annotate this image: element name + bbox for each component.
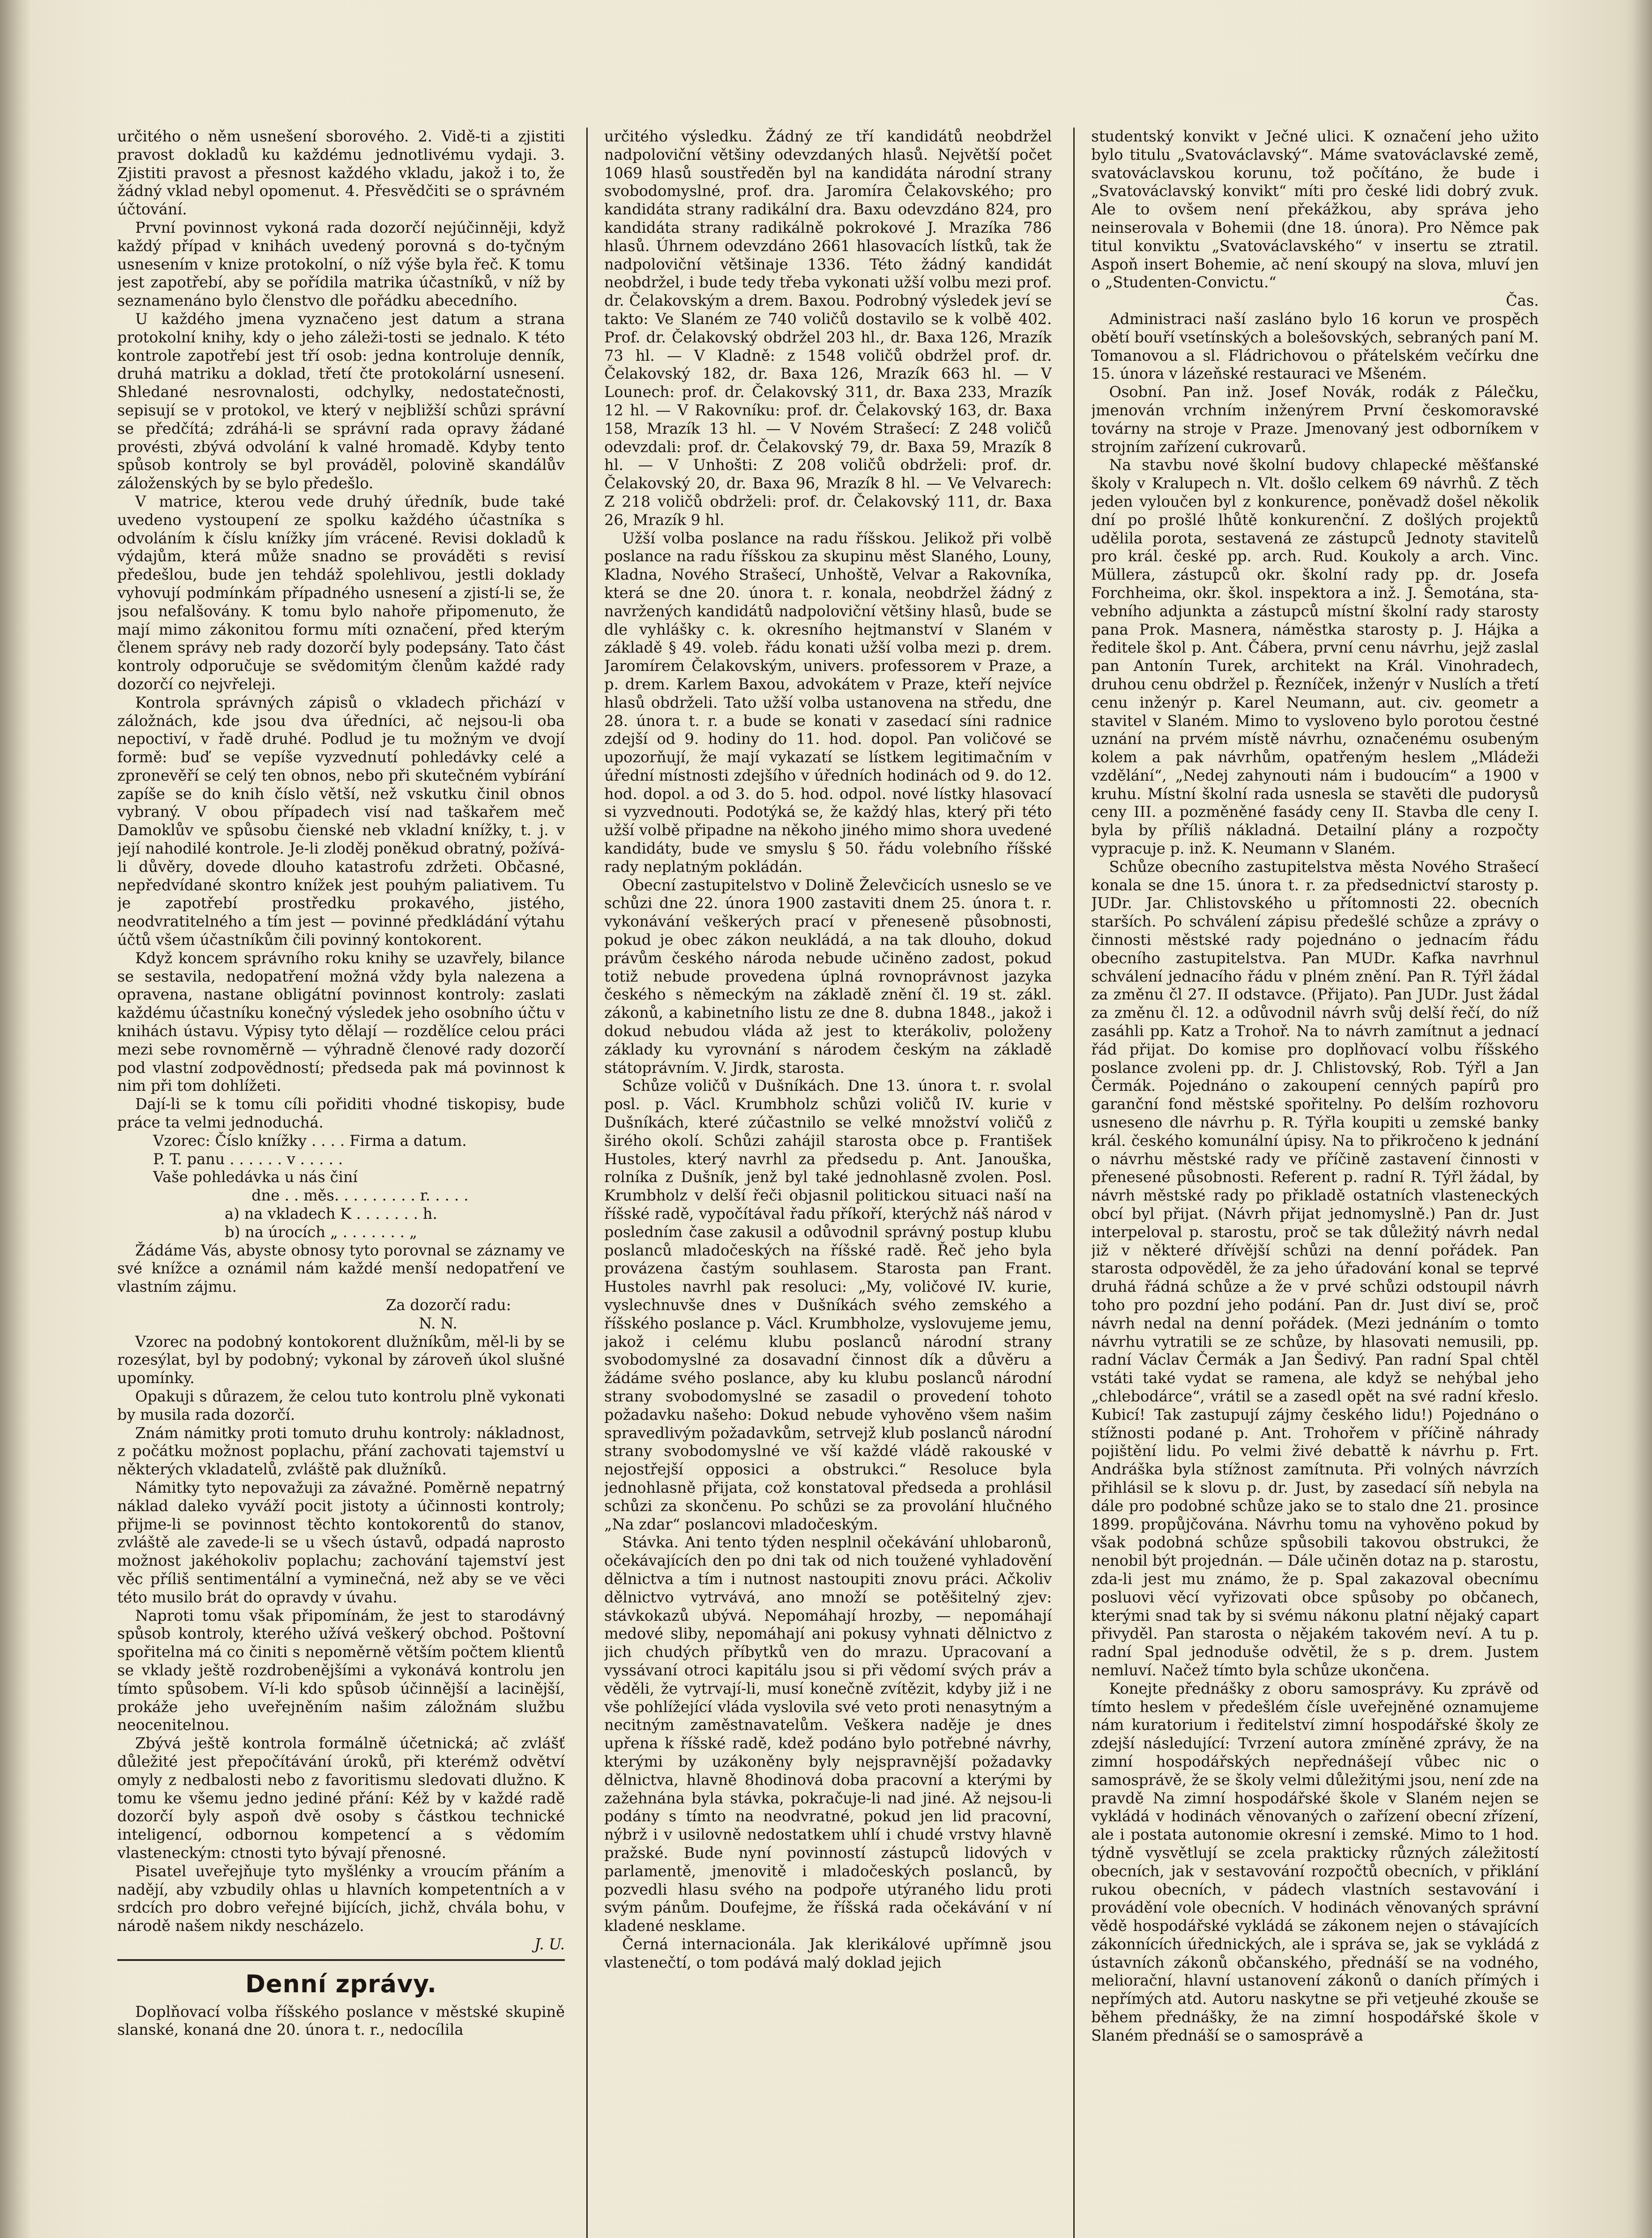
article-paragraph: V matrice, kterou vede druhý úředník, bude také uvedeno vystoupení ze spolku každého účastníka s odvoláním k číslu knížky jím vrácené. Revisi dokladů k výdajům, která může snadno se prováděti s revisí předešlou, bude jen tehdáž spolehlivou, jestli doklady vyhovují podmínkám případného usnesení a zjistí-li se, že jsou nefalšovány. K tomu bylo nahoře připomenuto, že mají mimo zákonitou formu míti označení, před kterým členem správy neb rady dozorčí byly podepsány. Tato část kontroly odporučuje se svědomitým členům každé rady dozorčí co nejvřeleji. [117,492,565,693]
article-paragraph: Užší volba poslance na radu říšskou. Jelikož při volbě poslance na radu říšskou za skupinu měst Slaného, Louny, Kladna, Nového Strašecí, Unhoště, Velvar a Rakovníka, která se dne 20. února t. r. konala, neobdržel žádný z navržených kandidátů nadpoloviční většiny hlasů, bude se dle vyhlášky c. k. okresního hejtmanství v Slaném v základě § 49. voleb. řádu konati užší volba mezi p. drem. Jaromírem Čelakovským, univers. professorem v Praze, a p. drem. Karlem Baxou, advokátem v Praze, kteří nejvíce hlasů obdrželi. Tato užší volba ustanovena na středu, dne 28. února t. r. a bude se konati v zasedací síni radnice zdejší od 9. hodiny do 11. hod. dopol. Pan voličové se upozorňují, že mají vykazatí se lístkem legitimačním v úřední místnosti zdejšího v úředních hodinách od 9. do 12. hod. dopol. a od 3. do 5. hod. odpol. nové lístky hlasovací si vyzvednouti. Podotýká se, že každý hlas, který při této užší volbě připadne na někoho jiného mimo shora uvedené kandidáty, bude ve smyslu § 50. řádu volebního říšské rady neplatným pokládán. [604,529,1052,876]
article-paragraph: Zbývá ještě kontrola formálně účetnická; ač zvlášť důležité jest přepočítávání úroků, při kterémž odvětví omyly z nedbalosti nebo z favoritismu sledovati dlužno. K tomu ke všemu jedno jediné přání: Kéž by v každé radě dozorčí byly aspoň dvě osoby s částkou technické inteligencí, odbornou kompetencí a s vědomím vlasteneckým: ctnosti tyto bývají přenosné. [117,1734,565,1862]
form-signature: N. N. [418,1314,457,1332]
form-signature: Za dozorčí radu: [386,1296,511,1314]
article-paragraph: Administraci naší zasláno bylo 16 korun ve prospěch obětí bouří vsetínských a bolešovských, sebraných paní M. Tomanovou a sl. Fládrichovou o přátelském večírku dne 15. února v lázeňské restauraci ve Mšeném. [1091,310,1539,383]
article-paragraph: studentský konvikt v Ječné ulici. K označení jeho užito bylo titulu „Svatováclavský“. Máme svatováclavské země, svatováclavskou korunu, tož počítáno, že bude i „Svatováclavský konvikt“ míti pro české lidi dobrý zvuk. Ale to ovšem není překážkou, aby správa jeho neinserovala v Bohemii (dne 18. února). Pro Němce pak titul konviktu „Svatováclavského“ v insertu se ztratil. Aspoň insert Bohemie, ač není skoupý na slova, mluví jen o „Studenten-Convictu.“ [1091,128,1539,291]
article-paragraph: Kontrola správných zápisů o vkladech přichází v záložnách, kde jsou dva úředníci, ač nejsou-li oba nepoctiví, v řadě druhé. Podlud je tu možným ve dvojí formě: buď se vepíše vyzvednutí pohledávky celé a zpronevěří se celý ten obnos, nebo při skutečném vybírání zapíše se do knih číslo větší, než vskutku činil obnos vybraný. V obou případech visí nad taškařem meč Damoklův ve spůsobu čienské neb vkladní knížky, t. j. v její nahodilé kontrole. Je-li zloděj poněkud obratný, požívá-li důvěry, dovede dlouho katastrofu zdržeti. Občasné, nepředvídané skontro knížek jest pouhým paliativem. Tu je zapotřebí prostředku prokavého, jistého, neodvratitelného a tím jest — povinné předkládání výtahu účtů všem účastníkům čili povinný kontokorent. [117,693,565,949]
article-paragraph: Schůze voličů v Dušníkách. Dne 13. února t. r. svolal posl. p. Václ. Krumbholz schůzi voličů IV. kurie v Dušníkách, které zúčastnilo se velké množství voličů z širého okolí. Schůzi zahájil starosta obce p. František Hustoles, který navrhl za předsedu p. Ant. Janouška, rolníka z Dušník, jenž byl také jednohlasně zvolen. Posl. Krumbholz v delší řeči objasnil politickou situaci naší na říšské radě, vypočítával řadu příkoří, kterýchž náš národ v posledním čase zakusil a odůvodnil správný postup klubu poslanců mladočeských na říšské radě. Řeč jeho byla provázena častým souhlasem. Starosta pan Frant. Hustoles navrhl pak resoluci: „My, voličové IV. kurie, vyslechnuvše dnes v Dušníkách svého zemského a říšského poslance p. Václ. Krumbholze, vyslovujeme jemu, jakož i celému klubu poslanců národní strany svobodomyslné za dosavadní činnost dík a důvěru a žádáme svého poslance, aby ku klubu poslanců národní strany svobodomyslné se zasadil o provedení tohoto požadavku našeho: Dokud nebude vyhověno všem našim spravedlivým požadavkům, setrvejž klub poslanců národní strany svobodomyslné ve vší každé vládě rakouské v nejostřejší opposici a obstrukci.“ Resoluce byla jednohlasně přijata, což konstatoval předseda a prohlásil schůzi za skončenu. Po schůzi se za provolání hlučného „Na zdar“ poslancovi mladočeským. [604,1077,1052,1533]
article-paragraph: Žádáme Vás, abyste obnosy tyto porovnal se záznamy ve své knížce a oznámil nám každé menší nedopatření ve vlastním zájmu. [117,1241,565,1296]
article-paragraph: určitého o něm usnešení sborového. 2. Vidě-ti a zjistiti pravost dokladů ku každému jednotlivému vydaji. 3. Zjistiti pravost a přesnost každého vkladu, jakož i to, že žádný vklad nebyl opomenut. 4. Přesvědčiti se o správném účtování. [117,128,565,218]
column-divider [586,128,588,2238]
form-template-line: b) na úrocích „ . . . . . . . „ [225,1223,418,1241]
author-signature: J. U. [534,1935,565,1953]
article-paragraph: Dají-li se k tomu cíli pořiditi vhodné tiskopisy, bude práce ta velmi jednoduchá. [117,1095,565,1132]
article-paragraph: Doplňovací volba říšského poslance v městské skupině slanské, konaná dne 20. února t. r., nedocílila [117,2003,565,2039]
article-paragraph: Stávka. Ani tento týden nesplnil očekávání uhlobaronů, očekávajících den po dni tak od nich toužené vyhladovění dělnictva a tím i nutnost nastoupiti znovu práci. Ačkoliv dělnictvo vytrvává, ano množí se potěšitelný zjev: stávkokazů ubývá. Nepomáhají hrozby, — nepomáhají medové sliby, nepomáhají ani pokusy vyhnati dělnictvo z jich chudých příbytků ven do mrazu. Upracovaní a vyssávaní otroci kapitálu jsou si při vědomí svých práv a věděli, že vytrvají-li, musí konečně zvítězit, kdyby již i ne vše pohlížející vláda vyslovila své veto proti nenasytným a necitným zaměstnavatelům. Veškera naděje je dnes upřena k říšské radě, kdež podáno bylo potřebné návrhy, kterými by uzákoněny byly nejspravnější požadavky dělnictva, hlavně 8hodinová doba pracovní a kterými by zažehnána byla stávka, pokračuje-li nad jiné. Až nejsou-li podány s tímto na neodvratné, pokud jen lid pracovní, nýbrž i v usilovně nedostatkem uhlí i chudé vrstvy hlavně pražské. Bude nyní povinností zástupců lidových v parlamentě, jmenovitě i mladočeských poslanců, by pozvedli hlasu svého na podpoře utýraného lidu proti svým pánům. Doufejme, že říšská rada očekávání v ní kladené nesklame. [604,1533,1052,1935]
article-paragraph: Černá internacionála. Jak klerikálové upřímně jsou vlastenečtí, o tom podává malý doklad jejich [604,1935,1052,1971]
form-template-line: a) na vkladech K . . . . . . . h. [225,1205,438,1223]
article-paragraph: Osobní. Pan inž. Josef Novák, rodák z Pálečku, jmenován vrchním inženýrem První českomoravské továrny na stroje v Praze. Jmenovaný jest odborníkem v strojním zařízení cukrovarů. [1091,383,1539,456]
form-template-line: P. T. panu . . . . . . v . . . . . [153,1150,343,1168]
article-paragraph: Konejte přednášky z oboru samosprávy. Ku zprávě od tímto heslem v předešlém čísle uveřejněné oznamujeme nám kuratorium i ředitelství zimní hospodářské školy ze zdejší následující: Tvrzení autora zmíněné zprávy, že na zimní hospodářských nepřednášejí vůbec nic o samosprávě, že se školy velmi důležitými jsou, není zde na pravdě Na zimní hospodářské škole v Slaném nejen se vykládá v hodinách věnovaných o zařízení obecní zřízení, ale i postata autonomie okresní i zemské. Mimo to 1 hod. týdně vysvětlují se zcela prakticky různých záležitostí obecních, jak v sestavování rozpočtů obecních, v přiklání rukou obecních, v pádech vlastních sestavování i provádění vole obecních. V hodinách věnovaných správní vědě hospodářské vykládá se zákonem nejen o stávajících zákonnících úřednických, ale i správa se, jak se vykládá z ústavních zákonů občanského, přednáší se na vodného, meliorační, hlavní ustanovení zákonů o daních přímých i nepřímých atd. Autoru naskytne se při vetjeuhé zkouše se během přednášky, že na zimní hospodářské škole v Slaném přednáší se o samosprávě a [1091,1679,1539,2044]
article-paragraph: Znám námitky proti tomuto druhu kontroly: nákladnost, z počátku možnost poplachu, přání zachovati tajemství u některých vkladatelů, zvláště pak dlužníků. [117,1424,565,1478]
page-right-edge [1625,0,1652,2238]
article-paragraph: U každého jmena vyznačeno jest datum a strana protokolní knihy, kdy o jeho záleži-tosti se jednalo. K této kontrole zapotřebí jest tří osob: jedna kontroluje denník, druhá matriku a doklad, třetí čte protokolární usnesení. Shledané nesrovnalosti, odchylky, nedostatečnosti, sepisují se v protokol, ve který v nejbližší schůzi správní se předčítá; zdráhá-li se správní rada opravy žádané provésti, zbývá odvolání k valné hromadě. Kdyby tento spůsob kontroly se byl prováděl, polovině skandálův záloženských by se bylo předešlo. [117,310,565,492]
section-rule [117,1959,565,1961]
article-paragraph: Pisatel uveřejňuje tyto myšlénky a vroucím přáním a nadějí, aby vzbudily ohlas u hlavních kompetentních a v srdcích pro dobro veřejné bijících, jichž, chvála bohu, v národě našem nikdy nescházelo. [117,1862,565,1935]
form-template-line: Vzorec: Číslo knížky . . . . Firma a datum. [153,1132,467,1149]
article-paragraph: Naproti tomu však připomínám, že jest to starodávný spůsob kontroly, kterého užívá veškerý obchod. Poštovní spořitelna má co činiti s nepoměrně větším počtem klientů se vklady ještě rozdrobenějšími a vykonává kontrolu jen tímto spůsobem. Ví-li kdo spůsob účinnější a lacinější, prokáže jeho uveřejněním našim záložnám službu neocenitelnou. [117,1606,565,1734]
column-3 [1091,128,1539,2238]
form-template-line: Vaše pohledávka u nás činí [153,1168,358,1186]
column-1 [117,128,565,2238]
source-signature: Čas. [1506,292,1539,310]
column-divider [1073,128,1075,2238]
article-paragraph: Schůze obecního zastupitelstva města Nového Strašecí konala se dne 15. února t. r. za předsednictví starosty p. JUDr. Jar. Chlistovského u přítomnosti 22. obecních starších. Po schválení zápisu předešlé schůze a zprávy o činnosti městské rady pojednáno o jednacím řádu obecního zastupitelstva. Pan MUDr. Kafka navrhnul schválení jednacího řádu v plném znění. Pan R. Týřl žádal za změnu čl 27. II odstavce. (Přijato). Pan JUDr. Just žádal za změnu čl. 12. a odůvodnil návrh svůj delší řečí, do níž zasáhli pp. Katz a Trohoř. Na to návrh zamítnut a jednací řád přijat. Do komise pro doplňovací volbu říšského poslance zvoleni pp. dr. J. Chlistovský, Rob. Týřl a Jan Čermák. Pojednáno o zakoupení cenných papírů pro garanční fond městské spořitelny. Po delším rozhovoru usneseno dle návrhu p. R. Týřla koupiti u zemské banky král. českého komunální úpisy. Na to přikročeno k jednání o návrhu městské rady ve příčině zastavení činnosti v přenesené působnosti. Referent p. radní R. Týřl žádal, by návrh městské rady po přikladě ostatních vlasteneckých obcí byl přijat. (Návrh přijat jednomyslně.) Pan dr. Just interpeloval p. starostu, proč se tak důležitý návrh nedal již v některé dřívější schůzi na denní pořádek. Pan starosta odpověděl, že za jeho úřadování konal se teprvé druhá řádná schůze a že v prvé schůzi odstoupil návrh toho pro pozdní jeho podání. Pan dr. Just diví se, proč návrh nedal na denní pořádek. (Mezi jednáním o tomto návrhu vytratili se ze schůze, by hlasovati nemusili, pp. radní Václav Čermák a Jan Šedivý. Pan radní Spal chtěl vstáti také vydat se ramena, ale když se nehýbal jeho „chlebodárce“, vrátil se a zasedl opět na své radní křeslo. Kubicí! Tak zastupují zájmy českého lidu!) Pojednáno o stížnosti podané p. Ant. Trohořem v příčině náhrady pojištění lidu. Po velmi živé debattě k návrhu p. Frt. Andráška byla stížnost zamítnuta. Při volných návrzích přihlásil se k slovu p. dr. Just, by zasedací síň nebyla na dále pro podobné schůze jako se to stalo dne 21. prosince 1899. propůjčována. Návrhu tomu na vyhověno pokud by však podobná schůze spůsobili takovou obstrukci, že nenobil být projednán. — Dále učiněn dotaz na p. starostu, zda-li jest mu známo, že p. Spal zakazoval obecnímu posluovi věcí vyřizovati obce spůsoby po občanech, kterými snad tak by si svému nákonu platní nějaký capart přivyděl. Pan starosta o nějakém takovém neví. A tu p. radní Spal jednoduše odvětil, že s p. drem. Justem nemluví. Načež tímto byla schůze ukončena. [1091,858,1539,1679]
section-heading: Denní zprávy. [245,1969,437,1998]
article-paragraph: určitého výsledku. Žádný ze tří kandidátů neobdržel nadpoloviční většiny odevzdaných hlasů. Největší počet 1069 hlasů soustředěn byl na kandidáta národní strany svobodomyslné, prof. dra. Jaromíra Čelakovského; pro kandidáta strany radikální dra. Baxu odevzdáno 824, pro kandidáta strany radikálně pokrokové J. Mrazíka 786 hlasů. Úhrnem odevzdáno 2661 hlasovacích lístků, tak že nadpoloviční většinaje 1336. Této žádný kandidát neobdržel, i bude tedy třeba vykonati užší volbu mezi prof. dr. Čelakovským a drem. Baxou. Podrobný výsledek jeví se takto: Ve Slaném ze 740 voličů dostavilo se k volbě 402. Prof. dr. Čelakovský obdržel 203 hl., dr. Baxa 126, Mrazík 73 hl. — V Kladně: z 1548 voličů obdržel prof. dr. Čelakovský 182, dr. Baxa 126, Mrazík 663 hl. — V Lounech: prof. dr. Čelakovský 311, dr. Baxa 233, Mrazík 12 hl. — V Rakovníku: prof. dr. Čelakovský 163, dr. Baxa 158, Mrazík 13 hl. — V Novém Strašecí: Z 248 voličů odevzdali: prof. dr. Čelakovský 79, dr. Baxa 59, Mrazík 8 hl. — V Unhošti: Z 208 voličů obdrželi: prof. dr. Čelakovský 20, dr. Baxa 96, Mrazík 8 hl. — Ve Velvarech: Z 218 voličů obdrželi: prof. dr. Čelakovský 111, dr. Baxa 26, Mrazík 9 hl. [604,128,1052,529]
article-paragraph: Na stavbu nové školní budovy chlapecké měšťanské školy v Kralupech n. Vlt. došlo celkem 69 návrhů. Z těch jeden vyloučen byl z konkurence, poněvadž došel několik dní po prošlé lhůtě konkurenční. Z došlých projektů udělila porota, sestavená ze zástupců Jednoty stavitelů pro král. české pp. arch. Rud. Koukoly a arch. Vinc. Müllera, zástupců okr. školní rady pp. dr. Josefa Forchheima, okr. škol. inspektora a inž. J. Šemotána, sta- vebního adjunkta a zástupců místní školní rady starosty pana Prok. Masnera, náměstka starosty p. J. Hájka a ředitele škol p. Ant. Čábera, první cenu návrhu, jejž zaslal pan Antonín Turek, architekt na Král. Vinohradech, druhou cenu obdržel p. Řezníček, inženýr v Nuslích a třetí cenu inženýr p. Karel Neumann, aut. civ. geometr a stavitel v Slaném. Mimo to vysloveno bylo porotou čestné uznání na prvém místě návrhu, označenému osubeným kolem a pak návrhům, opatřeným heslem „Mládeži vzdělání“, „Nedej zahynouti nám i budoucím“ a 1900 v kruhu. Místní školní rada usnesla se stavěti dle pudorysů ceny III. a pozměněné fasády ceny II. Stavba dle ceny I. byla by příliš nákladná. Detailní plány a rozpočty vypracuje p. inž. K. Neumann v Slaném. [1091,456,1539,858]
article-paragraph: První povinnost vykoná rada dozorčí nejúčinněji, když každý případ v knihách uvedený porovná s do-tyčným usnesením v knize protokolní, o níž výše byla řeč. K tomu jest zapotřebí, aby se pořídila matrika účastníků, v níž by seznamenáno bylo členstvo dle pořádku abecedního. [117,218,565,310]
column-2 [604,128,1052,2238]
article-paragraph: Námitky tyto nepovažuji za závažné. Poměrně nepatrný náklad daleko vyváží pocit jistoty a účinnosti kontroly; přijme-li se povinnost těchto kontokorentů do stanov, zvláště ale zavede-li se u všech ústavů, odpadá naprosto možnost jakéhokoliv poplachu; zachování tajemství jest věc příliš sentimentální a vyminečná, než aby se ve věci této musilo brát do opravdy v úvahu. [117,1478,565,1606]
article-paragraph: Vzorec na podobný kontokorent dlužníkům, měl-li by se rozesýlat, byl by podobný; vykonal by zároveň úkol slušné upomínky. [117,1333,565,1387]
article-paragraph: Obecní zastupitelstvo v Dolině Želevčicích usneslo se ve schůzi dne 22. února 1900 zastaviti dnem 25. února t. r. vykonávání veškerých prací v přeneseně působnosti, pokud je obec zákon neukládá, a na tak dlouho, dokud právům českého národa nebude učiněno zadost, pokud totiž nebude provedena úplná rovnoprávnost jazyka českého s německým na základě znění čl. 19 st. zákl. zákonů, a kabinetního listu ze dne 8. dubna 1848., jakož i dokud nebudou vláda až jest to kterákoliv, položeny základy ku vyrovnání s národem českým na základě státoprávním. V. Jirdk, starosta. [604,876,1052,1076]
article-paragraph: Opakuji s důrazem, že celou tuto kontrolu plně vykonati by musila rada dozorčí. [117,1387,565,1423]
page-left-edge [0,0,31,2238]
form-template-line: dne . . měs. . . . . . . . . r. . . . . [252,1187,469,1204]
article-paragraph: Když koncem správního roku knihy se uzavřely, bilance se sestavila, nedopatření možná vždy byla nalezena a opravena, nastane obligátní povinnost kontroly: zaslati každému účastníku konečný výsledek jeho osobního účtu v knihách ústavu. Výpisy tyto dělají — rozdělíce celou práci mezi sebe rovnoměrně — výhradně členové rady dozorčí pod vlastní zodpovědností; předseda pak má povinnost k nim při tom dohlížeti. [117,949,565,1095]
